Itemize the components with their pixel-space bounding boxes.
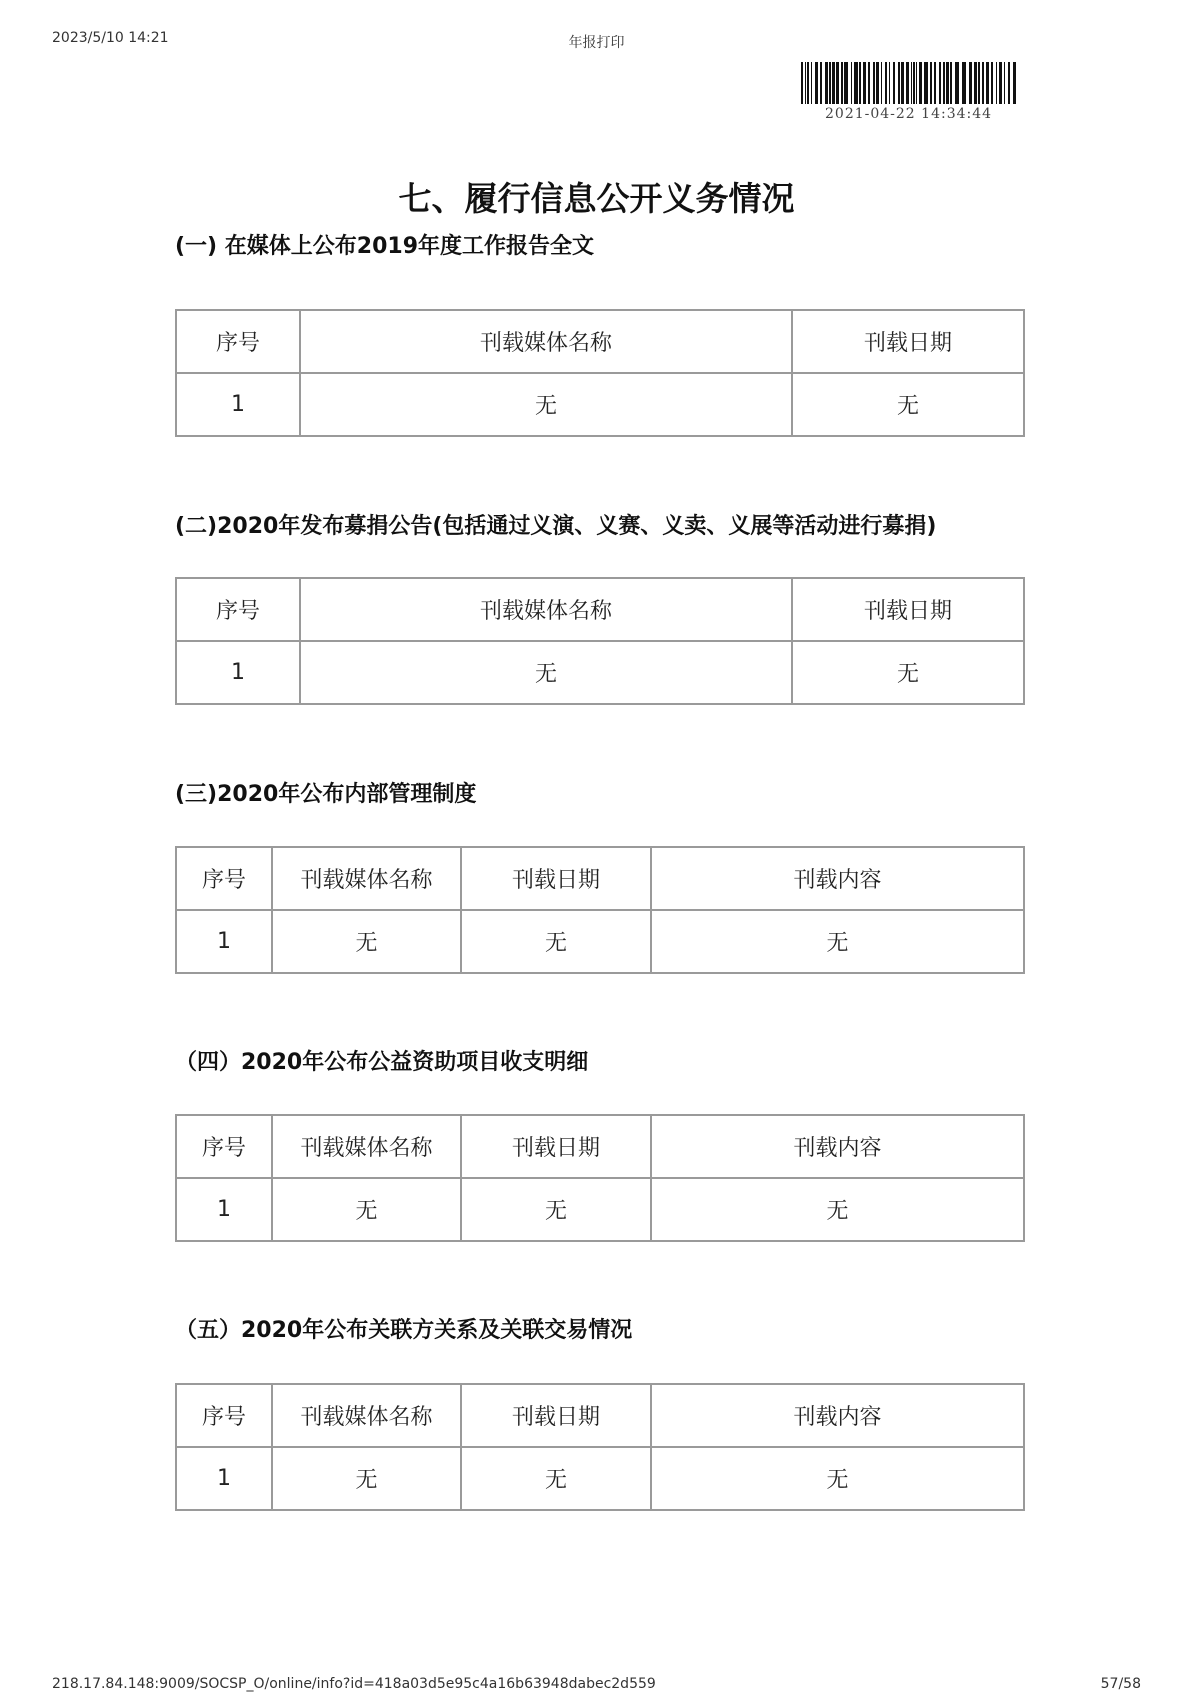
- header-cell: 刊载日期: [461, 847, 651, 910]
- header-cell: 刊载媒体名称: [272, 847, 461, 910]
- table-row: [176, 373, 1024, 436]
- header-cell: 序号: [176, 1384, 272, 1447]
- barcode-block: [801, 62, 1019, 122]
- table-cell: 1: [176, 641, 300, 704]
- header-cell: 序号: [176, 578, 300, 641]
- header-cell: 刊载日期: [792, 578, 1024, 641]
- print-title: 年报打印: [568, 35, 625, 51]
- table-cell: 1: [176, 1447, 272, 1510]
- print-header: [52, 30, 1141, 50]
- table-header-row: [176, 1384, 1024, 1447]
- table-cell: 无: [651, 1178, 1024, 1241]
- table-row: [176, 641, 1024, 704]
- table-header-row: [176, 578, 1024, 641]
- disclosure-table-3: [175, 846, 1025, 974]
- table-cell: 无: [461, 1447, 651, 1510]
- header-cell: 刊载日期: [792, 310, 1024, 373]
- table-cell: 1: [176, 373, 300, 436]
- print-footer: [52, 1676, 1141, 1692]
- table-header-row: [176, 1115, 1024, 1178]
- table-cell: 无: [651, 910, 1024, 973]
- section-title-2: (二)2020年发布募捐公告(包括通过义演、义赛、义卖、义展等活动进行募捐): [175, 514, 937, 539]
- table-cell: 无: [272, 1447, 461, 1510]
- table-cell: 无: [651, 1447, 1024, 1510]
- table-cell: 无: [461, 910, 651, 973]
- section-title-5: （五）2020年公布关联方关系及关联交易情况: [175, 1318, 633, 1343]
- header-cell: 序号: [176, 310, 300, 373]
- header-cell: 刊载内容: [651, 1384, 1024, 1447]
- table-cell: 无: [300, 641, 792, 704]
- table-cell: 无: [300, 373, 792, 436]
- section-title-4: （四）2020年公布公益资助项目收支明细: [175, 1050, 589, 1075]
- table-row: [176, 1178, 1024, 1241]
- page-number: 57/58: [1100, 1676, 1141, 1692]
- table-cell: 无: [272, 910, 461, 973]
- header-cell: 刊载媒体名称: [300, 310, 792, 373]
- header-cell: 序号: [176, 847, 272, 910]
- table-cell: 无: [792, 373, 1024, 436]
- footer-url: 218.17.84.148:9009/SOCSP_O/online/info?id=418a03d5e95c4a16b63948dabec2d559: [52, 1676, 656, 1692]
- disclosure-table-2: [175, 577, 1025, 705]
- table-header-row: [176, 847, 1024, 910]
- print-datetime: 2023/5/10 14:21: [52, 30, 169, 46]
- table-cell: 1: [176, 910, 272, 973]
- header-cell: 刊载日期: [461, 1384, 651, 1447]
- table-cell: 1: [176, 1178, 272, 1241]
- header-cell: 刊载内容: [651, 1115, 1024, 1178]
- table-row: [176, 910, 1024, 973]
- header-cell: 刊载媒体名称: [272, 1384, 461, 1447]
- table-cell: 无: [792, 641, 1024, 704]
- table-cell: 无: [272, 1178, 461, 1241]
- table-header-row: [176, 310, 1024, 373]
- header-cell: 刊载媒体名称: [300, 578, 792, 641]
- header-cell: 刊载媒体名称: [272, 1115, 461, 1178]
- section-title-1: (一) 在媒体上公布2019年度工作报告全文: [175, 234, 595, 259]
- section-title-3: (三)2020年公布内部管理制度: [175, 782, 477, 807]
- disclosure-table-4: [175, 1114, 1025, 1242]
- barcode-image: [801, 62, 1019, 104]
- table-row: [176, 1447, 1024, 1510]
- disclosure-table-1: [175, 309, 1025, 437]
- header-cell: 刊载日期: [461, 1115, 651, 1178]
- barcode-timestamp: 2021-04-22 14:34:44: [825, 106, 993, 122]
- disclosure-table-5: [175, 1383, 1025, 1511]
- page-title: 七、履行信息公开义务情况: [398, 179, 795, 218]
- header-cell: 刊载内容: [651, 847, 1024, 910]
- header-cell: 序号: [176, 1115, 272, 1178]
- table-cell: 无: [461, 1178, 651, 1241]
